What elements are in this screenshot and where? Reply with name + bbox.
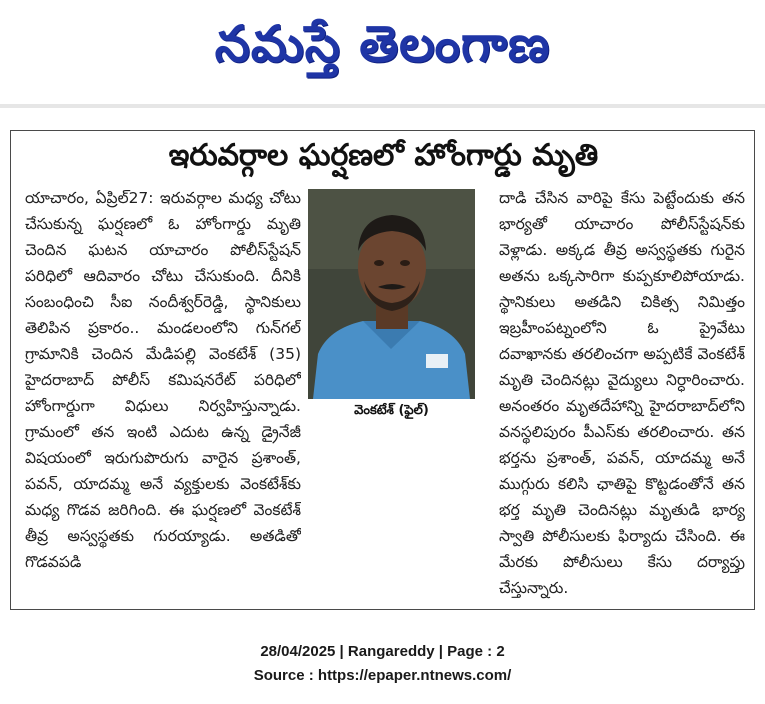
article-column-left [25, 185, 301, 605]
photo-caption: వెంకటేశ్ (ఫైల్) [354, 403, 429, 418]
article-text-right: దాడి చేసిన వారిపై కేసు పెట్టేందుకు తన భార్యతో యాచారం పోలీస్‌స్టేషన్‌కు వెళ్లాడు. అక్కడ తీవ్ర అస్వస్థతకు గురైన అతను ఒక్కసారిగా కుప్పకూలిపోయాడు. స్థానికులు అతడిని చికిత్స నిమిత్తం ఇబ్రహీంపట్నంలోని ఓ ప్రైవేటు దవాఖానకు తరలించగా అప్పటికే వెంకటేశ్ మృతి చెందినట్లు వైద్యులు నిర్ధారించారు. అనంతరం మృతదేహాన్ని హైదరాబాద్‌లోని వనస్థలిపురం పీఎస్‌కు తరలించారు. తన భర్తను ప్రశాంత్, పవన్, యాదమ్మ అనే ముగ్గురు కలిసి ఛాతిపై కొట్టడంతోనే తన భర్త మృతి చెందినట్లు మృతుడి భార్య స్వాతి పోలీసులకు ఫిర్యాదు చేసింది. ఈ మేరకు పోలీసులు కేసు దర్యాప్తు చేస్తున్నారు. [499, 189, 745, 597]
newspaper-logo-title: నమస్తే తెలంగాణ [214, 14, 551, 73]
masthead-divider [0, 104, 765, 108]
masthead [0, 0, 765, 100]
article-text-left: యాచారం, ఏప్రిల్27: ఇరువర్గాల మధ్య చోటు చేసుకున్న ఘర్షణలో ఓ హోంగార్డు మృతి చెందిన ఘటన యాచారం పోలీస్‌స్టేషన్ పరిధిలో ఆదివారం చోటు చేసుకుంది. దీనికి సంబంధించి సీఐ నందీశ్వర్‌రెడ్డి, స్థానికులు తెలిపిన ప్రకారం.. మండలంలోని గున్‌గల్ గ్రామానికి చెందిన మేడిపల్లి వెంకటేశ్ (35) హైదరాబాద్ పోలీస్ కమిషనరేట్ పరిధిలో హోంగార్డుగా విధులు నిర్వహిస్తున్నాడు. గ్రామంలో తన ఇంటి ఎదుట ఉన్న డ్రైనేజీ విషయంలో ఇరుగుపొరుగు వారైన ప్రశాంత్, పవన్, యాదమ్మ అనే వ్యక్తులకు వెంకటేశ్‌కు మధ్య గొడవ జరిగింది. ఈ ఘర్షణలో వెంకటేశ్ తీవ్ర అస్వస్థతకు గురయ్యాడు. అతడితో గొడవపడి [25, 189, 301, 571]
news-article [10, 130, 755, 610]
source-url: Source : https://epaper.ntnews.com/ [253, 667, 512, 684]
article-column-right [499, 185, 745, 605]
portrait-image [308, 189, 475, 399]
article-column-middle [311, 383, 489, 605]
article-headline: ఇరువర్గాల ఘర్షణలో హోంగార్డు మృతి [168, 138, 599, 173]
edition-info: 28/04/2025 | Rangareddy | Page : 2 [260, 643, 505, 660]
source-footer [0, 640, 765, 690]
article-photo [308, 189, 475, 399]
